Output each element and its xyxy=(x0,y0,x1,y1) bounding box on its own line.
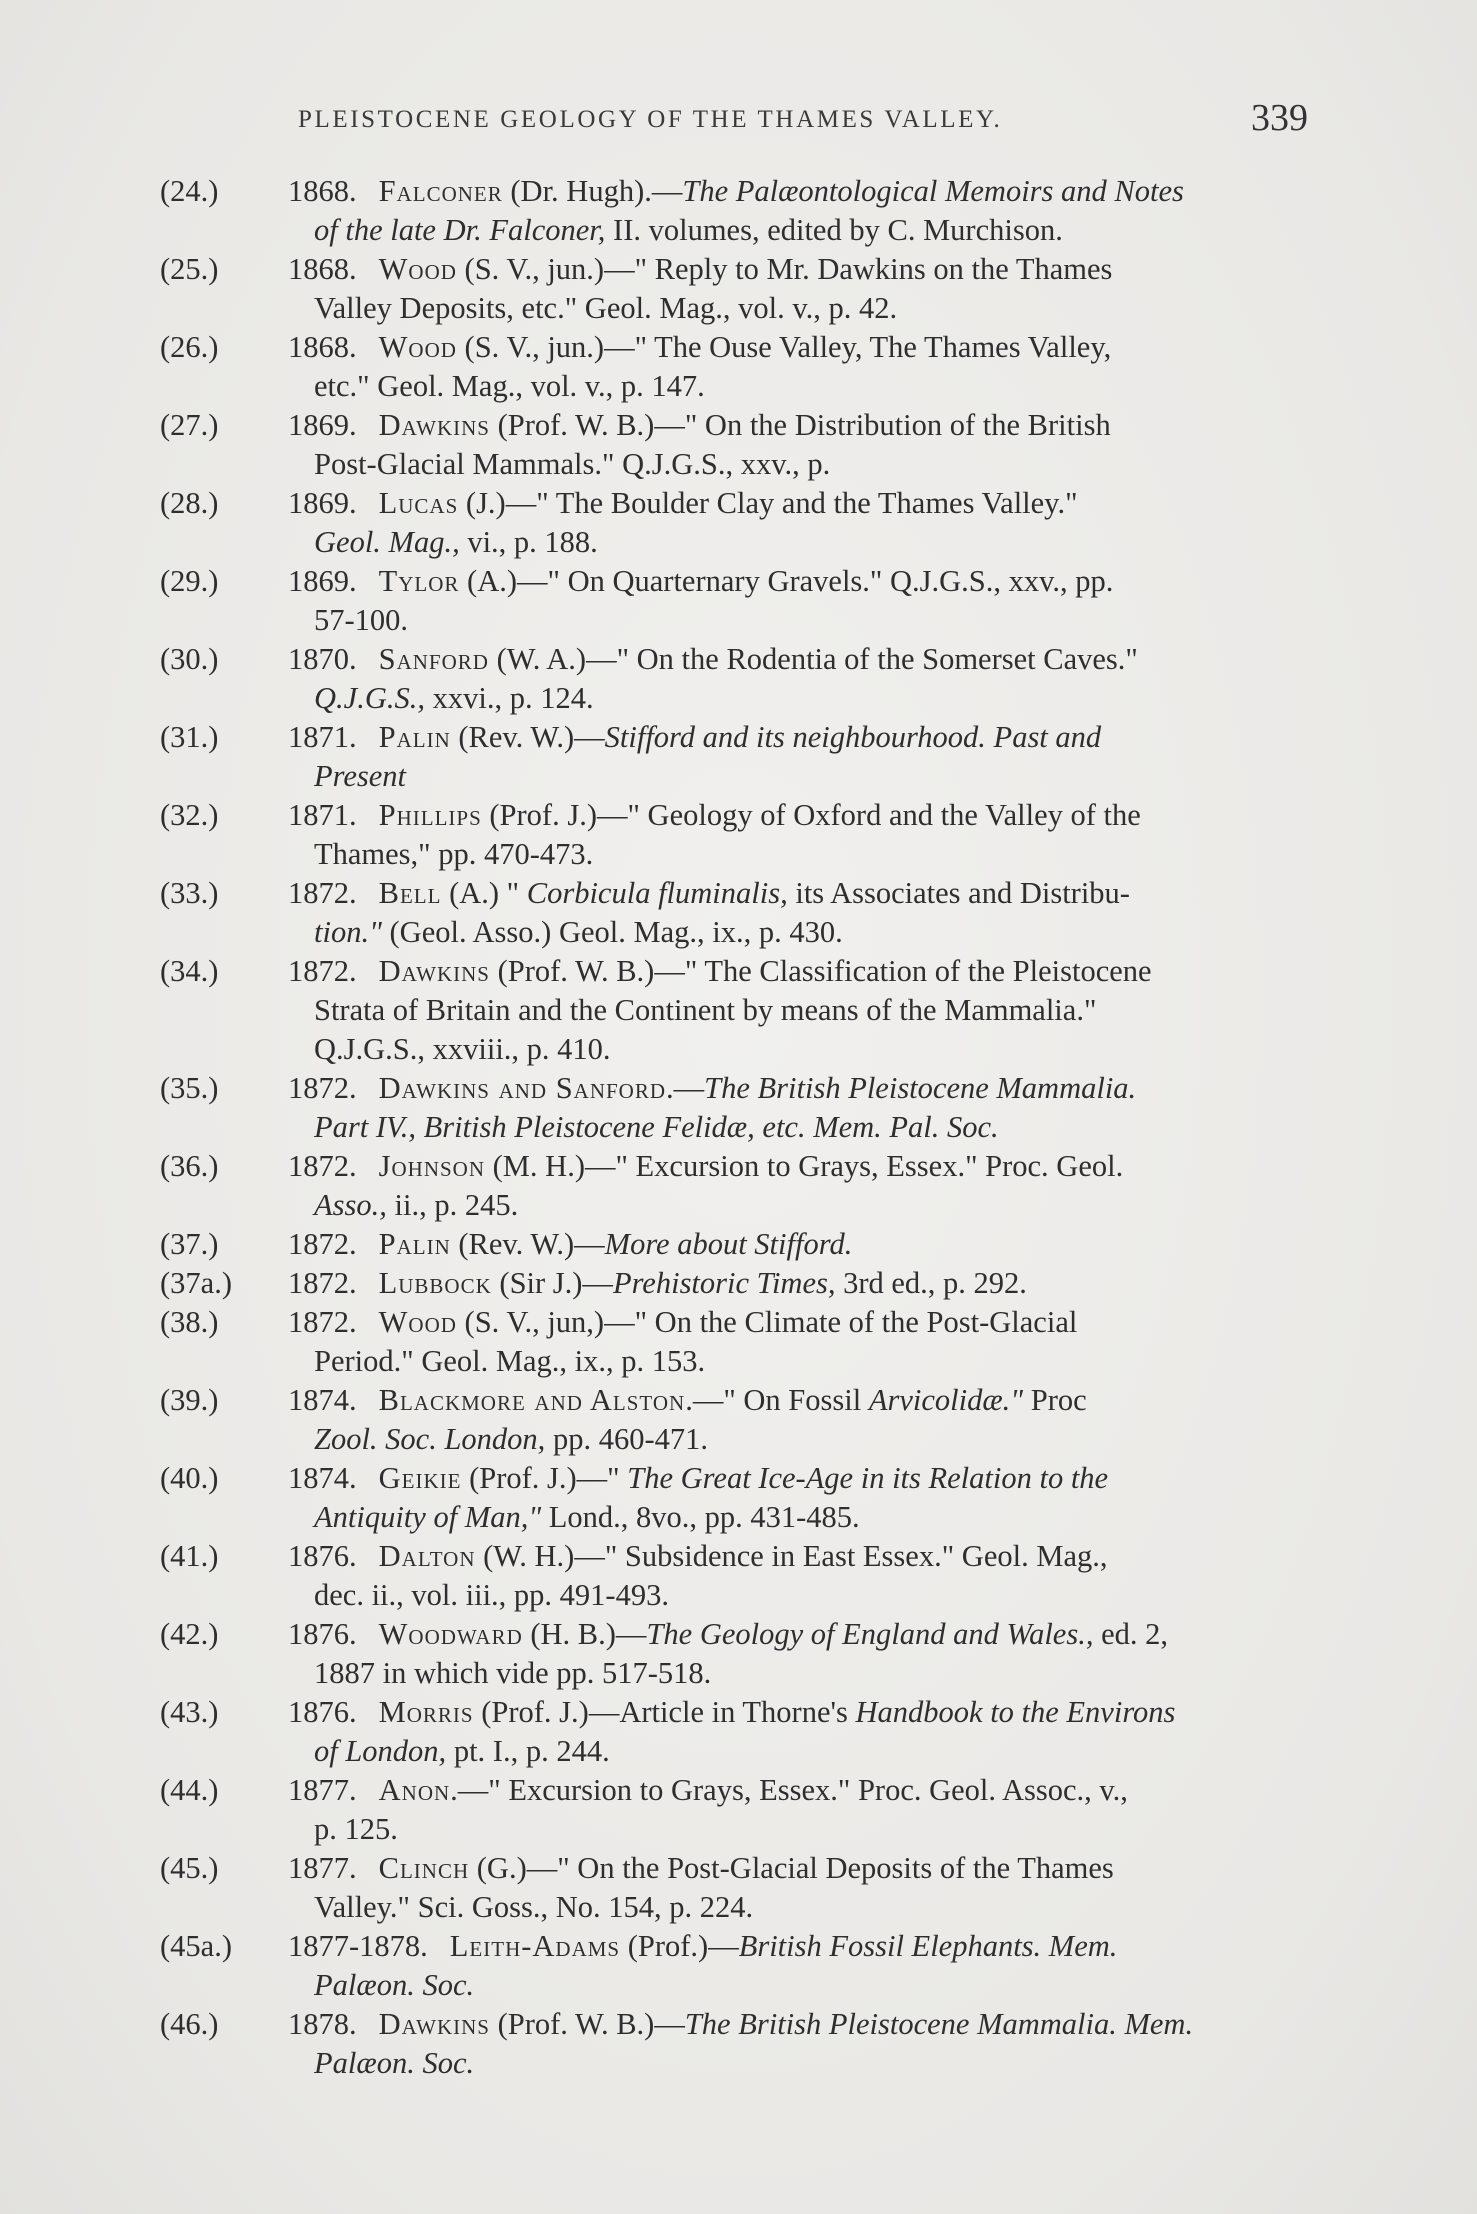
entry-text: (J.)—" The Boulder Clay and the Thames Valley." xyxy=(458,486,1078,520)
entry-first-line xyxy=(288,1693,1320,1732)
entry-text: (W. H.)—" Subsidence in East Essex." Geol. Mag., xyxy=(475,1539,1108,1573)
entry-text: (W. A.)—" On the Rodentia of the Somerset Caves." xyxy=(488,642,1138,676)
entry-text: Palæon. Soc. xyxy=(314,2046,475,2080)
entry-continuation-line xyxy=(292,523,1320,562)
entry-author: Dawkins xyxy=(378,954,490,988)
entry-text: .—" Excursion to Grays, Essex." Proc. Geol. Assoc., v., xyxy=(450,1773,1128,1807)
entry-year: 1874. xyxy=(288,1383,357,1417)
entry-title: Stifford and its neighbourhood. Past and xyxy=(604,720,1102,754)
entry-text: Geol. Mag., ix., p. 153. xyxy=(413,1344,706,1378)
entry-year: 1869. xyxy=(288,408,357,442)
entry-author: Morris xyxy=(378,1695,474,1729)
entry-text: Q.J.G.S., xyxy=(314,681,425,715)
entry-year: 1872. xyxy=(288,954,357,988)
entry-first-line xyxy=(288,874,1320,913)
entry-text: Thames," xyxy=(314,837,431,871)
entry-text: pp. 460-471. xyxy=(545,1422,708,1456)
entry-number: (29.) xyxy=(160,564,219,598)
bibliography-entry xyxy=(160,328,1320,406)
entry-year: 1874. xyxy=(288,1461,357,1495)
entry-number: (36.) xyxy=(160,1149,219,1183)
entry-title: Arvicolidæ." xyxy=(868,1383,1024,1417)
entry-text: Strata of Britain and the Continent by means of the Mammalia." xyxy=(314,993,1097,1027)
entry-continuation-line xyxy=(292,1810,1320,1849)
bibliography-entry xyxy=(160,1537,1320,1615)
entry-author: Wood xyxy=(378,252,457,286)
entry-text: (Prof. J.)—" xyxy=(461,1461,628,1495)
entry-year: 1872. xyxy=(288,1305,357,1339)
entry-number: (30.) xyxy=(160,642,219,676)
entry-year: 1871. xyxy=(288,798,357,832)
bibliography-entry xyxy=(160,1771,1320,1849)
bibliography-list xyxy=(160,172,1320,2083)
entry-text: (Geol. Asso.) Geol. Mag., ix., p. 430. xyxy=(381,915,843,949)
bibliography-entry xyxy=(160,640,1320,718)
entry-first-line xyxy=(288,1303,1320,1342)
entry-continuation-line xyxy=(292,991,1320,1030)
bibliography-entry xyxy=(160,1303,1320,1381)
entry-text: (S. V., jun,)—" On the Climate of the Post-Glacial xyxy=(456,1305,1078,1339)
entry-text: (Prof. J.)—Article in Thorne's xyxy=(473,1695,856,1729)
entry-continuation-line xyxy=(292,1186,1320,1225)
entry-text: 1887 in which vide pp. 517-518. xyxy=(314,1656,712,1690)
entry-year: 1876. xyxy=(288,1695,357,1729)
entry-title: Handbook to the Environs xyxy=(855,1695,1176,1729)
entry-year: 1872. xyxy=(288,876,357,910)
entry-year: 1872. xyxy=(288,1149,357,1183)
bibliography-entry xyxy=(160,2005,1320,2083)
bibliography-entry xyxy=(160,484,1320,562)
bibliography-entry xyxy=(160,796,1320,874)
entry-number: (39.) xyxy=(160,1383,219,1417)
entry-text: Q.J.G.S., xxviii., p. 410. xyxy=(314,1032,611,1066)
entry-continuation-line xyxy=(292,1966,1320,2005)
entry-author: Wood xyxy=(378,1305,457,1339)
bibliography-entry xyxy=(160,1264,1320,1303)
entry-author: Palin xyxy=(378,1227,451,1261)
entry-year: 1868. xyxy=(288,330,357,364)
entry-first-line xyxy=(288,718,1320,757)
entry-text: Period." xyxy=(314,1344,414,1378)
entry-text: Palæon. Soc. xyxy=(314,1968,475,2002)
entry-text: II. volumes, edited by C. Murchison. xyxy=(605,213,1063,247)
entry-year: 1869. xyxy=(288,486,357,520)
entry-text: Part IV., British Pleistocene Felidæ, etc. Mem. Pal. Soc. xyxy=(314,1110,999,1144)
entry-year: 1872. xyxy=(288,1227,357,1261)
entry-continuation-line xyxy=(292,445,1320,484)
bibliography-entry xyxy=(160,718,1320,796)
entry-title: Prehistoric Times, xyxy=(612,1266,836,1300)
entry-text: (Prof. W. B.)— xyxy=(489,2007,685,2041)
entry-continuation-line xyxy=(292,2044,1320,2083)
entry-year: 1871. xyxy=(288,720,357,754)
entry-first-line xyxy=(288,640,1320,679)
entry-continuation-line xyxy=(292,1576,1320,1615)
entry-text: (Rev. W.)— xyxy=(450,720,605,754)
entry-number: (38.) xyxy=(160,1305,219,1339)
entry-author: Leith-Adams xyxy=(449,1929,621,1963)
entry-number: (37.) xyxy=(160,1227,219,1261)
entry-continuation-line xyxy=(292,1030,1320,1069)
entry-text: p. 125. xyxy=(314,1812,398,1846)
entry-continuation-line xyxy=(292,1888,1320,1927)
entry-first-line xyxy=(288,2005,1320,2044)
entry-year: 1872. xyxy=(288,1071,357,1105)
entry-first-line xyxy=(288,328,1320,367)
entry-text: .—" On Fossil xyxy=(685,1383,869,1417)
entry-author: Sanford xyxy=(378,642,489,676)
entry-number: (25.) xyxy=(160,252,219,286)
entry-author: Lucas xyxy=(378,486,459,520)
entry-first-line xyxy=(288,250,1320,289)
running-title: PLEISTOCENE GEOLOGY OF THE THAMES VALLEY. xyxy=(298,106,1003,133)
entry-first-line xyxy=(288,1537,1320,1576)
entry-text: vi., p. 188. xyxy=(459,525,598,559)
entry-first-line xyxy=(288,1849,1320,1888)
entry-number: (44.) xyxy=(160,1773,219,1807)
entry-first-line xyxy=(288,1381,1320,1420)
bibliography-entry xyxy=(160,406,1320,484)
entry-text: ed. 2, xyxy=(1093,1617,1168,1651)
entry-continuation-line xyxy=(292,367,1320,406)
entry-continuation-line xyxy=(292,289,1320,328)
bibliography-entry xyxy=(160,1147,1320,1225)
entry-continuation-line xyxy=(292,1732,1320,1771)
entry-year: 1878. xyxy=(288,2007,357,2041)
entry-year: 1872. xyxy=(288,1266,357,1300)
entry-text: Present xyxy=(314,759,407,793)
entry-continuation-line xyxy=(292,835,1320,874)
entry-number: (46.) xyxy=(160,2007,219,2041)
entry-title: The Great Ice-Age in its Relation to the xyxy=(627,1461,1109,1495)
entry-text: Proc xyxy=(1023,1383,1087,1417)
entry-first-line xyxy=(288,484,1320,523)
entry-number: (42.) xyxy=(160,1617,219,1651)
bibliography-entry xyxy=(160,1225,1320,1264)
entry-year: 1870. xyxy=(288,642,357,676)
entry-text: (Rev. W.)— xyxy=(450,1227,605,1261)
entry-first-line xyxy=(288,1264,1320,1303)
page-header xyxy=(298,97,1308,142)
entry-first-line xyxy=(288,1459,1320,1498)
entry-year: 1877-1878. xyxy=(288,1929,428,1963)
entry-text: (Prof. W. B.)—" On the Distribution of the British xyxy=(489,408,1111,442)
entry-text: Valley Deposits, etc." xyxy=(314,291,578,325)
entry-first-line xyxy=(288,1927,1320,1966)
entry-title: Corbicula fluminalis, xyxy=(526,876,788,910)
entry-number: (40.) xyxy=(160,1461,219,1495)
entry-number: (43.) xyxy=(160,1695,219,1729)
entry-text: ii., p. 245. xyxy=(386,1188,519,1222)
entry-text: (M. H.)—" Excursion to Grays, Essex." Proc. Geol. xyxy=(485,1149,1124,1183)
entry-text: Geol. Mag., vol. v., p. 42. xyxy=(577,291,898,325)
bibliography-entry xyxy=(160,874,1320,952)
entry-text: (Sir J.)— xyxy=(491,1266,613,1300)
entry-author: Falconer xyxy=(378,174,503,208)
entry-author: Dawkins xyxy=(378,2007,490,2041)
entry-text: Zool. Soc. London, xyxy=(314,1422,546,1456)
entry-year: 1877. xyxy=(288,1851,357,1885)
entry-author: Johnson xyxy=(378,1149,486,1183)
entry-text: (H. B.)— xyxy=(522,1617,647,1651)
entry-text: Geol. Mag., vol. v., p. 147. xyxy=(369,369,705,403)
entry-text: of the late Dr. Falconer, xyxy=(314,213,606,247)
entry-text: (Prof. W. B.)—" The Classification of the Pleistocene xyxy=(489,954,1152,988)
entry-continuation-line xyxy=(292,1342,1320,1381)
entry-number: (45.) xyxy=(160,1851,219,1885)
entry-author: Dawkins and Sanford xyxy=(378,1071,667,1105)
entry-year: 1868. xyxy=(288,174,357,208)
entry-number: (28.) xyxy=(160,486,219,520)
entry-text: its Associates and Distribu- xyxy=(787,876,1130,910)
entry-author: Palin xyxy=(378,720,451,754)
entry-text: pt. I., p. 244. xyxy=(446,1734,610,1768)
entry-text: (Prof.)— xyxy=(620,1929,739,1963)
entry-author: Tylor xyxy=(378,564,460,598)
entry-year: 1868. xyxy=(288,252,357,286)
entry-text: (A.)—" On Quarternary Gravels." Q.J.G.S., xxv., pp. xyxy=(459,564,1114,598)
entry-text: Geol. Mag., xyxy=(314,525,460,559)
bibliography-entry xyxy=(160,1693,1320,1771)
entry-title: The British Pleistocene Mammalia. Mem. xyxy=(684,2007,1194,2041)
entry-first-line xyxy=(288,1615,1320,1654)
entry-number: (41.) xyxy=(160,1539,219,1573)
entry-number: (37a.) xyxy=(160,1266,232,1300)
entry-author: Lubbock xyxy=(378,1266,492,1300)
entry-text: (S. V., jun.)—" Reply to Mr. Dawkins on the Thames xyxy=(456,252,1113,286)
entry-first-line xyxy=(288,172,1320,211)
entry-author: Dalton xyxy=(378,1539,476,1573)
entry-author: Clinch xyxy=(378,1851,470,1885)
entry-number: (35.) xyxy=(160,1071,219,1105)
entry-title: The British Pleistocene Mammalia. xyxy=(704,1071,1137,1105)
entry-text: Post-Glacial Mammals." xyxy=(314,447,615,481)
bibliography-entry xyxy=(160,1069,1320,1147)
entry-title: British Fossil Elephants. Mem. xyxy=(738,1929,1118,1963)
bibliography-entry xyxy=(160,1459,1320,1537)
entry-number: (26.) xyxy=(160,330,219,364)
entry-text: Sci. Goss., No. 154, p. 224. xyxy=(410,1890,754,1924)
bibliography-entry xyxy=(160,952,1320,1069)
entry-number: (32.) xyxy=(160,798,219,832)
entry-author: Bell xyxy=(378,876,442,910)
entry-continuation-line xyxy=(292,679,1320,718)
entry-title: More about Stifford. xyxy=(604,1227,853,1261)
entry-first-line xyxy=(288,796,1320,835)
entry-text: of London, xyxy=(314,1734,447,1768)
entry-text: 57-100. xyxy=(314,603,409,637)
entry-author: Blackmore and Alston xyxy=(378,1383,686,1417)
entry-text: .— xyxy=(666,1071,705,1105)
entry-author: Dawkins xyxy=(378,408,490,442)
entry-continuation-line xyxy=(292,757,1320,796)
entry-continuation-line xyxy=(292,601,1320,640)
entry-year: 1877. xyxy=(288,1773,357,1807)
entry-first-line xyxy=(288,952,1320,991)
entry-number: (33.) xyxy=(160,876,219,910)
entry-text: etc." xyxy=(314,369,370,403)
entry-text: Q.J.G.S., xxv., p. xyxy=(614,447,831,481)
entry-year: 1876. xyxy=(288,1617,357,1651)
bibliography-entry xyxy=(160,1927,1320,2005)
entry-text: (G.)—" On the Post-Glacial Deposits of the Thames xyxy=(469,1851,1114,1885)
entry-year: 1869. xyxy=(288,564,357,598)
entry-text: Lond., 8vo., pp. 431-485. xyxy=(541,1500,860,1534)
entry-text: pp. 470-473. xyxy=(430,837,594,871)
entry-text: tion." xyxy=(314,915,382,949)
bibliography-entry xyxy=(160,172,1320,250)
bibliography-entry xyxy=(160,1849,1320,1927)
entry-text: (A.) " xyxy=(441,876,527,910)
bibliography-entry xyxy=(160,250,1320,328)
entry-continuation-line xyxy=(292,211,1320,250)
entry-author: Woodward xyxy=(378,1617,523,1651)
entry-text: (S. V., jun.)—" The Ouse Valley, The Thames Valley, xyxy=(456,330,1112,364)
entry-first-line xyxy=(288,562,1320,601)
entry-continuation-line xyxy=(292,1420,1320,1459)
entry-first-line xyxy=(288,406,1320,445)
entry-title: The Palæontological Memoirs and Notes xyxy=(682,174,1184,208)
page-number: 339 xyxy=(1251,97,1308,139)
entry-title: The Geology of England and Wales., xyxy=(646,1617,1094,1651)
entry-continuation-line xyxy=(292,913,1320,952)
entry-continuation-line xyxy=(292,1108,1320,1147)
entry-first-line xyxy=(288,1225,1320,1264)
entry-text: Asso., xyxy=(314,1188,387,1222)
entry-first-line xyxy=(288,1147,1320,1186)
entry-first-line xyxy=(288,1069,1320,1108)
entry-text: dec. ii., vol. iii., pp. 491-493. xyxy=(314,1578,669,1612)
entry-number: (24.) xyxy=(160,174,219,208)
entry-text: xxvi., p. 124. xyxy=(424,681,594,715)
entry-year: 1876. xyxy=(288,1539,357,1573)
entry-continuation-line xyxy=(292,1498,1320,1537)
entry-text: Valley." xyxy=(314,1890,411,1924)
entry-text: (Prof. J.)—" Geology of Oxford and the Valley of the xyxy=(481,798,1141,832)
entry-first-line xyxy=(288,1771,1320,1810)
entry-number: (31.) xyxy=(160,720,219,754)
entry-number: (27.) xyxy=(160,408,219,442)
entry-number: (34.) xyxy=(160,954,219,988)
entry-text: 3rd ed., p. 292. xyxy=(835,1266,1027,1300)
entry-author: Wood xyxy=(378,330,457,364)
entry-author: Phillips xyxy=(378,798,482,832)
entry-text: (Dr. Hugh).— xyxy=(502,174,683,208)
entry-text: Antiquity of Man," xyxy=(314,1500,542,1534)
bibliography-entry xyxy=(160,1381,1320,1459)
entry-continuation-line xyxy=(292,1654,1320,1693)
entry-author: Anon xyxy=(378,1773,451,1807)
bibliography-entry xyxy=(160,1615,1320,1693)
entry-author: Geikie xyxy=(378,1461,462,1495)
entry-number: (45a.) xyxy=(160,1929,232,1963)
bibliography-entry xyxy=(160,562,1320,640)
